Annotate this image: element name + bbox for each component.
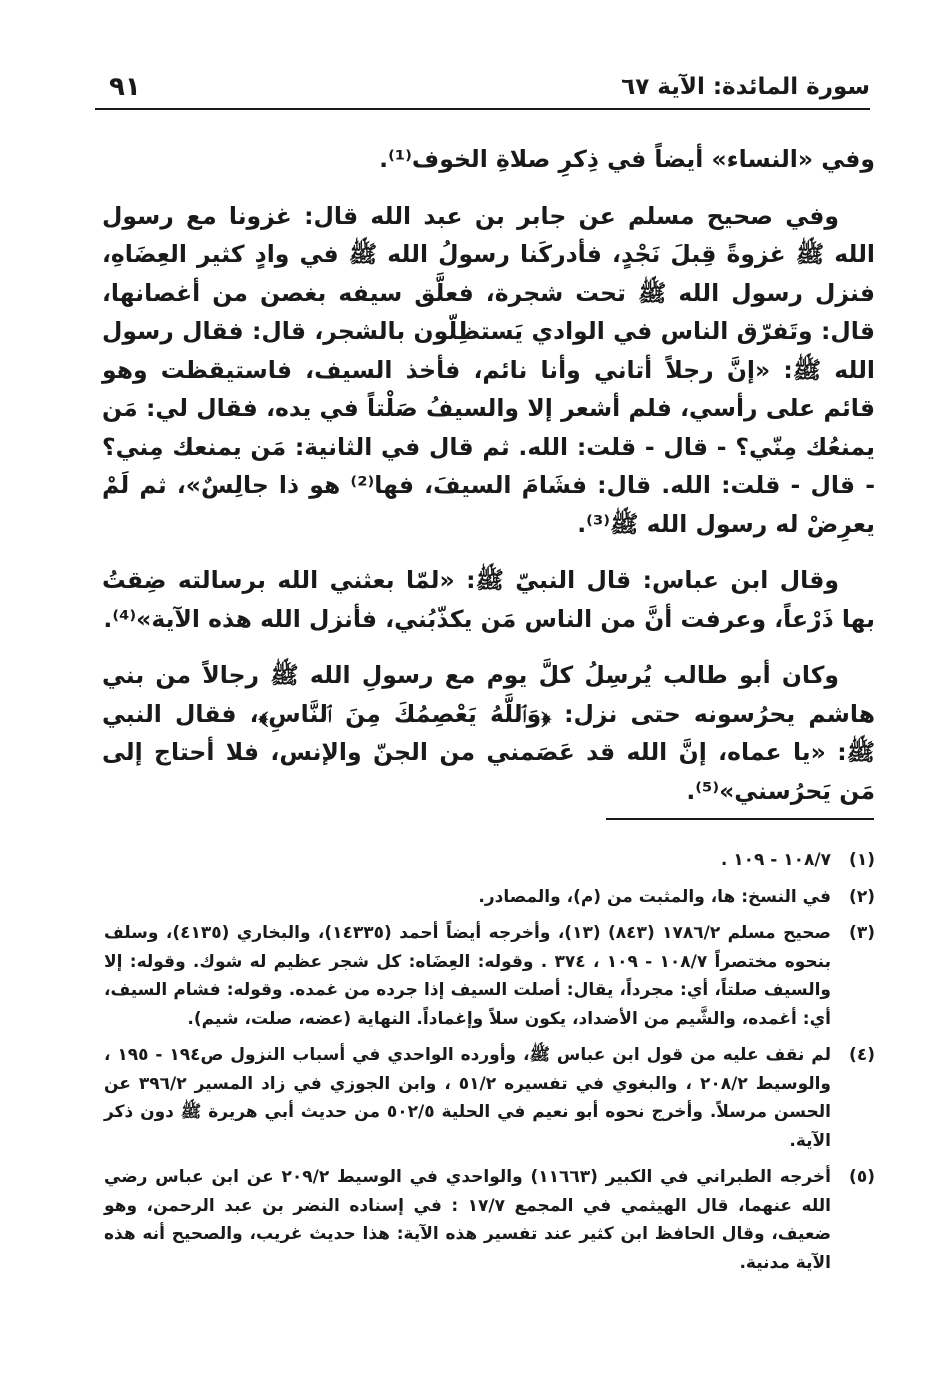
footnote bbox=[104, 846, 875, 875]
header-divider bbox=[95, 108, 870, 110]
footnotes bbox=[104, 846, 875, 1285]
footnote-divider bbox=[606, 818, 874, 820]
footnote-text: صحيح مسلم ١٧٨٦/٢ (٨٤٣) (١٣)، وأخرجه أيضاً أحمد (١٤٣٣٥)، والبخاري (٤١٣٥)، وسلف بنحوه مختصراً ١٠٨/٧ - ١٠٩ ، ٣٧٤ . وقوله: العِضَاه: كل شجر عظيم له شوك. وقوله: إلا والسيف صلتاً، أي: مجرداً، يقال: أصلت السيف إذا جرده من غمده. وقوله: فشام السيف، أي: أغمده، والشَّيم من الأضداد، يكون سلاً وإغماداً. النهاية (عضه، صلت، شيم). bbox=[104, 923, 831, 1029]
footnote-text: لم نقف عليه من قول ابن عباس ﷺ، وأورده الواحدي في أسباب النزول ص١٩٤ - ١٩٥ ، والوسيط ٢٠٨/٢ ، والبغوي في تفسيره ٥١/٢ ، وابن الجوزي في زاد المسير ٣٩٦/٢ عن الحسن مرسلاً. وأخرج نحوه أبو نعيم في الحلية ٥٠٢/٥ من حديث أبي هريرة ﷺ دون ذكر الآية. bbox=[104, 1045, 832, 1151]
main-text bbox=[102, 140, 875, 828]
paragraph: وفي صحيح مسلم عن جابر بن عبد الله قال: غزونا مع رسول الله ﷺ غزوةً قِبلَ نَجْدٍ، فأدركَنا رسولُ الله ﷺ في وادٍ كثير العِضَاهِ، فنزل رسول الله ﷺ تحت شجرة، فعلَّق سيفه بغصن من أغصانها، قال: وتَفرّق الناس في الوادي يَستظِلّون بالشجر، قال: فقال رسول الله ﷺ: «إنَّ رجلاً أتاني وأنا نائم، فأخذ السيف، فاستيقظت وهو قائم على رأسي، فلم أشعر إلا والسيفُ صَلْتاً في يده، فقال لي: مَن يمنعُك مِنّي؟ - قال - قلت: الله. ثم قال في الثانية: مَن يمنعك مِني؟ - قال - قلت: الله. قال: فشَامَ السيفَ، فها⁽²⁾ هو ذا جالِسٌ»، ثم لَمْ يعرِضْ له رسول الله ﷺ⁽³⁾. bbox=[102, 201, 875, 538]
footnote-number: (١) bbox=[849, 850, 875, 870]
footnote bbox=[104, 919, 875, 1033]
footnote-number: (٥) bbox=[849, 1167, 875, 1187]
running-header bbox=[95, 68, 870, 108]
footnote-number: (٢) bbox=[849, 886, 875, 907]
paragraph: وقال ابن عباس: قال النبيّ ﷺ: «لمّا بعثني الله برسالته ضِقتُ بها ذَرْعاً، وعرفت أنَّ من الناس مَن يكذّبُني، فأنزل الله هذه الآية»⁽⁴⁾. bbox=[102, 566, 875, 633]
footnote-text: أخرجه الطبراني في الكبير (١١٦٦٣) والواحدي في الوسيط ٢٠٩/٢ عن ابن عباس رضي الله عنهما، قال الهيثمي في المجمع ١٧/٧ : في إسناده النضر بن عبد الرحمن، وهو ضعيف، وقال الحافظ ابن كثير عند تفسير هذه الآية: هذا حديث غريب، والصحيح أنه هذه الآية مدنية. bbox=[104, 1167, 831, 1273]
footnote-text: في النسخ: ها، والمثبت من (م)، والمصادر. bbox=[478, 886, 831, 907]
page-number: ٩١ bbox=[109, 72, 141, 102]
paragraph: وفي «النساء» أيضاً في ذِكرِ صلاةِ الخوف⁽¹⁾. bbox=[379, 145, 875, 173]
paragraph: وكان أبو طالب يُرسِلُ كلَّ يوم مع رسولِ الله ﷺ رجالاً من بني هاشم يحرُسونه حتى نزل: ﴿وَٱللَّهُ يَعْصِمُكَ مِنَ ٱلنَّاسِ﴾، فقال النبي ﷺ: «يا عماه، إنَّ الله قد عَصَمني من الجنّ والإنس، فلا أحتاج إلى مَن يَحرُسني»⁽⁵⁾. bbox=[102, 661, 875, 805]
footnote-text: ١٠٨/٧ - ١٠٩ . bbox=[720, 850, 831, 870]
footnote bbox=[104, 1163, 875, 1277]
footnote bbox=[104, 1041, 875, 1155]
footnote bbox=[104, 883, 875, 912]
footnote-number: (٣) bbox=[849, 923, 875, 943]
running-title: سورة المائدة: الآية ٦٧ bbox=[621, 74, 870, 100]
footnote-number: (٤) bbox=[849, 1045, 875, 1065]
